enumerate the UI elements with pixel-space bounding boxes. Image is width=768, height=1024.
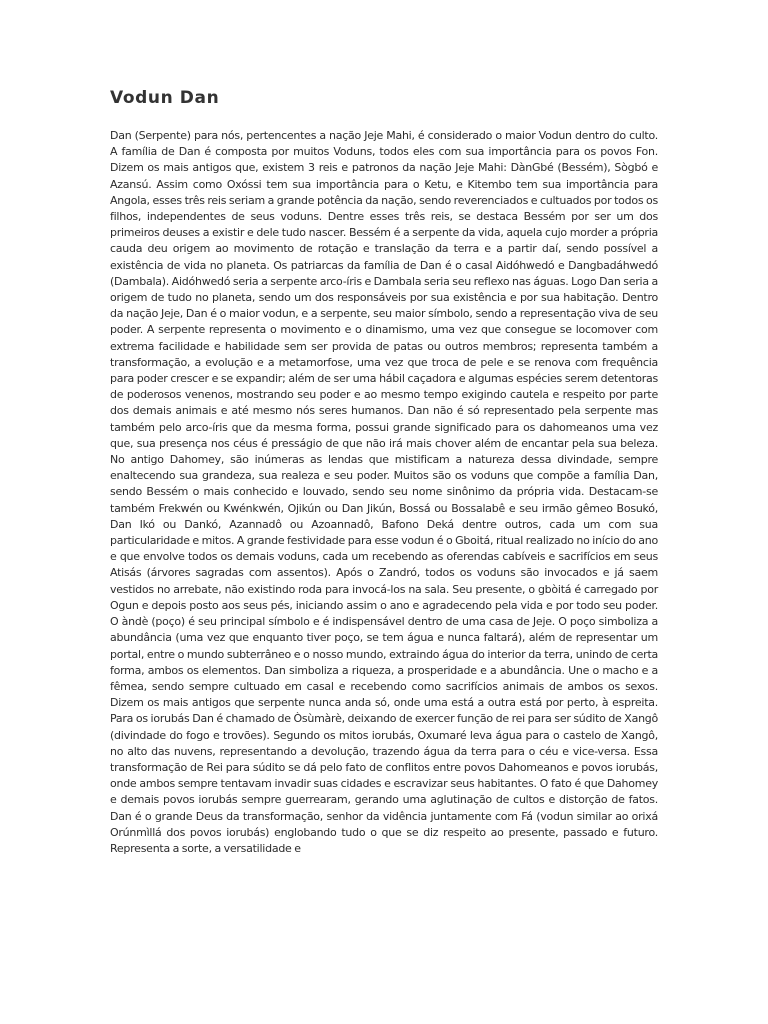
document-page — [110, 86, 658, 857]
page-title: Vodun Dan — [110, 88, 220, 108]
body-paragraph: Dan (Serpente) para nós, pertencentes a nação Jeje Mahi, é considerado o maior Vodun dentro do culto. A família de Dan é composta por muitos Voduns, todos eles com sua importância para os povos Fon. Dizem os mais antigos que, existem 3 reis e patronos da nação Jeje Mahi: DànGbé (Bessém), Sògbó e Azansú. Assim como Oxóssi tem sua importância para o Ketu, e Kitembo tem sua importância para Angola, esses três reis seriam a grande potência da nação, sendo reverenciados e cultuados por todos os filhos, independentes de seus voduns. Dentre esses três reis, se destaca Bessém por ser um dos primeiros deuses a existir e dele tudo nascer. Bessém é a serpente da vida, aquela cujo morder a própria cauda deu origem ao movimento de rotação e translação da terra e a partir daí, sendo possível a existência de vida no planeta. Os patriarcas da família de Dan é o casal Aidóhwedó e Dangbadáhwedó (Dambala). Aidóhwedó seria a serpente arco-íris e Dambala seria seu reflexo nas águas. Logo Dan seria a origem de tudo no planeta, sendo um dos responsáveis por sua existência e por sua habitação. Dentro da nação Jeje, Dan é o maior vodun, e a serpente, seu maior símbolo, sendo a representação viva de seu poder. A serpente representa o movimento e o dinamismo, uma vez que consegue se locomover com extrema facilidade e habilidade sem ser provida de patas ou outros membros; representa também a transformação, a evolução e a metamorfose, uma vez que troca de pele e se renova com frequência para poder crescer e se expandir; além de ser uma hábil caçadora e algumas espécies serem detentoras de poderosos venenos, mostrando seu poder e ao mesmo tempo exigindo cautela e respeito por parte dos demais animais e até mesmo nós seres humanos. Dan não é só representado pela serpente mas também pelo arco-íris que da mesma forma, possui grande significado para os dahomeanos uma vez que, sua presença nos céus é presságio de que não irá mais chover além de encantar pela sua beleza. No antigo Dahomey, são inúmeras as lendas que mistificam a natureza dessa divindade, sempre enaltecendo sua grandeza, sua realeza e seu poder. Muitos são os voduns que compõe a família Dan, sendo Bessém o mais conhecido e louvado, sendo seu nome sinônimo da própria vida. Destacam-se também Frekwén ou Kwénkwén, Ojikún ou Dan Jikún, Bossá ou Bossalabê e seu irmão gêmeo Bosukó, Dan Ikó ou Dankó, Azannadô ou Azoannadô, Bafono Deká dentre outros, cada um com sua particularidade e mitos. A grande festividade para esse vodun é o Gboitá, ritual realizado no início do ano e que envolve todos os demais voduns, cada um recebendo as oferendas cabíveis e sacrifícios em seus Atisás (árvores sagradas com assentos). Após o Zandró, todos os voduns são invocados e já saem vestidos no arrebate, não existindo roda para invocá-los na sala. Seu presente, o gbòitá é carregado por Ogun e depois posto aos seus pés, iniciando assim o ano e agradecendo pela vida e por todo seu poder. O àndè (poço) é seu principal símbolo e é indispensável dentro de uma casa de Jeje. O poço simboliza a abundância (uma vez que enquanto tiver poço, se tem água e nunca faltará), além de representar um portal, entre o mundo subterrâneo e o nosso mundo, extraindo água do interior da terra, unindo de certa forma, ambos os elementos. Dan simboliza a riqueza, a prosperidade e a abundância. Une o macho e a fêmea, sendo sempre cultuado em casal e recebendo como sacrifícios animais de ambos os sexos. Dizem os mais antigos que serpente nunca anda só, onde uma está a outra está por perto, à espreita. Para os iorubás Dan é chamado de Òsùmàrè, deixando de exercer função de rei para ser súdito de Xangô (divindade do fogo e trovões). Segundo os mitos iorubás, Oxumaré leva água para o castelo de Xangô, no alto das nuvens, representando a devolução, trazendo água da terra para o céu e vice-versa. Essa transformação de Rei para súdito se dá pelo fato de conflitos entre povos Dahomeanos e povos iorubás, onde ambos sempre tentavam invadir suas cidades e escravizar seus habitantes. O fato é que Dahomey e demais povos iorubás sempre guerrearam, gerando uma aglutinação de cultos e distorção de fatos. Dan é o grande Deus da transformação, senhor da vidência juntamente com Fá (vodun similar ao orixá Orúnmìllá dos povos iorubás) englobando tudo o que se diz respeito ao presente, passado e futuro. Representa a sorte, a versatilidade e — [110, 129, 658, 855]
